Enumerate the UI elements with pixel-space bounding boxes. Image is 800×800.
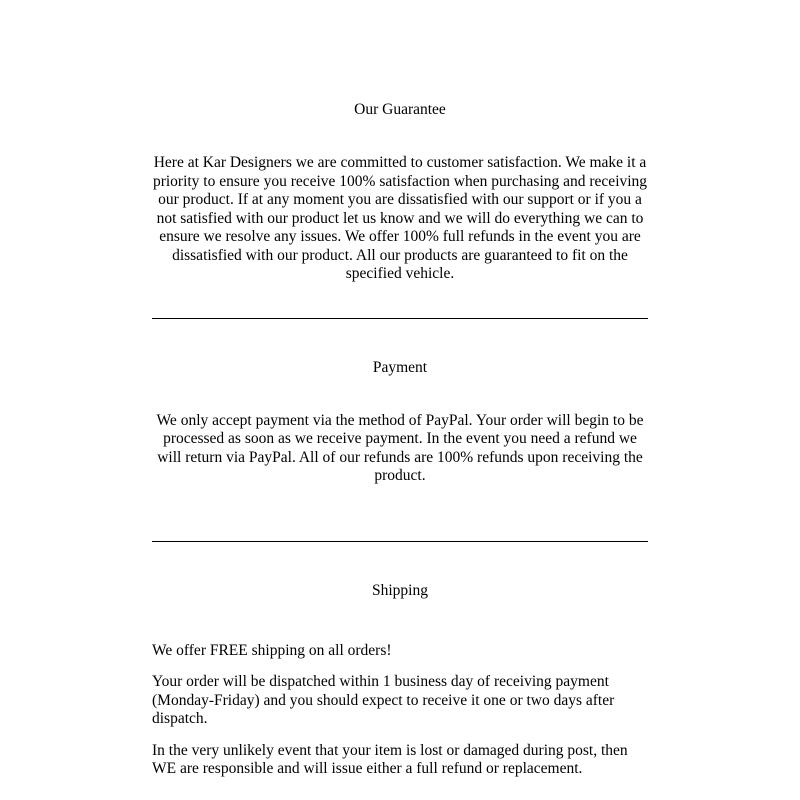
payment-section bbox=[152, 359, 648, 486]
shipping-section bbox=[152, 582, 648, 779]
shipping-lost-damaged-text: In the very unlikely event that your item is lost or damaged during post, then WE are responsible and will issue either a full refund or replacement. bbox=[152, 741, 628, 777]
section-divider bbox=[152, 318, 648, 319]
shipping-free-text: We offer FREE shipping on all orders! bbox=[152, 641, 392, 659]
guarantee-heading: Our Guarantee bbox=[354, 101, 446, 118]
shipping-dispatch-text: Your order will be dispatched within 1 business day of receiving payment (Monday-Friday) and you should expect to receive it one or two days after dispatch. bbox=[152, 673, 615, 727]
payment-text: We only accept payment via the method of PayPal. Your order will begin to be processed as soon as we receive payment. In the event you need a refund we will return via PayPal. All of our refunds are 100% refunds upon receiving the product. bbox=[156, 411, 644, 484]
policy-document bbox=[152, 0, 648, 779]
guarantee-text: Here at Kar Designers we are committed to customer satisfaction. We make it a priority to ensure you receive 100% satisfaction when purchasing and receiving our product. If at any moment you are dissatisfied with our support or if you a not satisfied with our product let us know and we will do everything we can to ensure we resolve any issues. We offer 100% full refunds in the event you are dissatisfied with our product. All our products are guaranteed to fit on the specified vehicle. bbox=[152, 154, 648, 282]
shipping-heading: Shipping bbox=[372, 581, 428, 599]
section-divider bbox=[152, 541, 648, 542]
guarantee-section bbox=[152, 101, 648, 284]
payment-heading: Payment bbox=[372, 358, 428, 376]
